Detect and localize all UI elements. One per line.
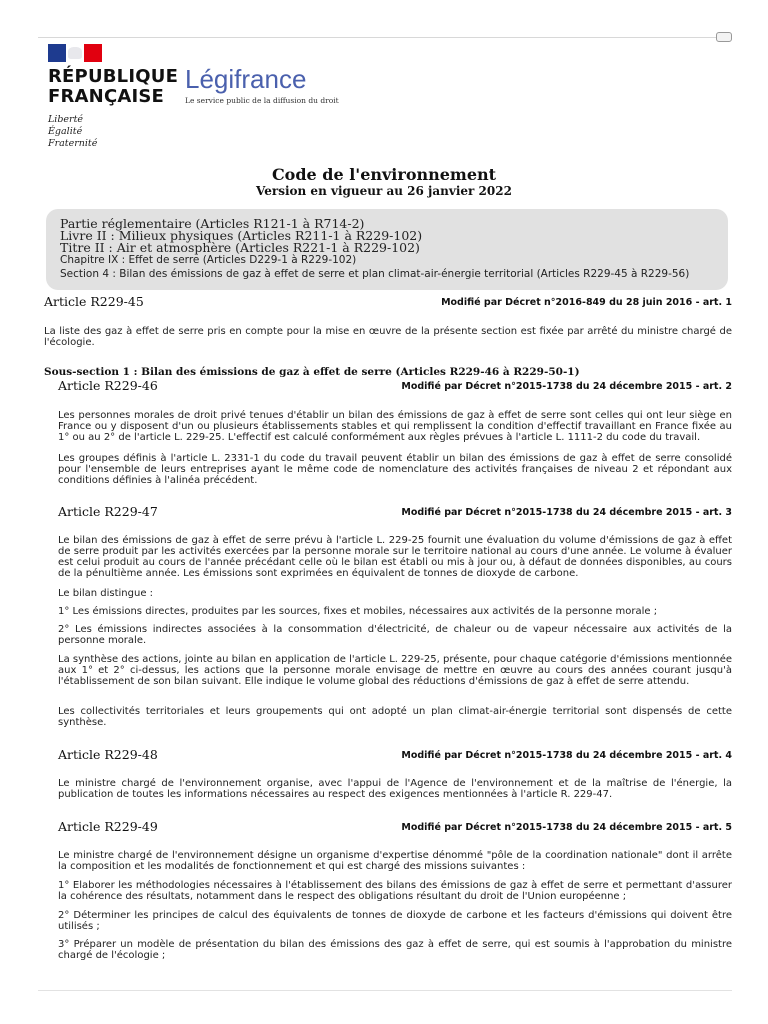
article-title: Article R229-47: [58, 504, 158, 519]
article-modified-link[interactable]: Modifié par Décret n°2015-1738 du 24 décembre 2015 - art. 5: [401, 822, 732, 833]
article-title: Article R229-49: [58, 819, 158, 834]
article-paragraph: La synthèse des actions, jointe au bilan en application de l'article L. 229-25, présente, pour chaque catégorie d'émissions mentionnée aux 1° et 2° ci-dessus, les actions que la personne morale envisage de mettre en œuvre au cours des années courant jusqu'à l'établissement de son bilan suivant. Elle indique le volume global des réductions d'émissions de gaz à effet de serre attendu.: [58, 654, 732, 687]
article-modified-link[interactable]: Modifié par Décret n°2015-1738 du 24 décembre 2015 - art. 3: [401, 507, 732, 518]
article-paragraph: Le bilan des émissions de gaz à effet de serre prévu à l'article L. 229-25 fournit une évaluation du volume d'émissions de gaz à effet de serre produit par les activités exercées par la personne morale sur le territoire national au cours d'une année. Le volume à évaluer est celui produit au cours de l'année précédant celle où le bilan est établi ou mis à jour ou, à défaut de données disponibles, au cours de la pénultième année. Les émissions sont exprimées en équivalent de tonnes de dioxyde de carbone.: [58, 535, 732, 579]
subsection-title: Sous-section 1 : Bilan des émissions de gaz à effet de serre (Articles R229-46 à R229-50-1): [44, 366, 580, 378]
article-paragraph: Le bilan distingue :: [58, 588, 154, 599]
breadcrumb: [46, 209, 728, 290]
article-paragraph: 3° Préparer un modèle de présentation du bilan des émissions des gaz à effet de serre, qui est soumis à l'approbation du ministre chargé de l'écologie ;: [58, 939, 732, 961]
republique-label: RÉPUBLIQUE FRANÇAISE: [48, 66, 179, 107]
article-paragraph: Le ministre chargé de l'environnement organise, avec l'appui de l'Agence de l'environnement et de la maîtrise de l'énergie, la publication de toutes les informations nécessaires au respect des exigences mentionnées à l'article R. 229-47.: [58, 778, 732, 800]
document-version: Version en vigueur au 26 janvier 2022: [256, 184, 512, 198]
breadcrumb-partie[interactable]: Partie réglementaire (Articles R121-1 à R714-2): [60, 216, 365, 231]
breadcrumb-titre[interactable]: Titre II : Air et atmosphère (Articles R221-1 à R229-102): [60, 240, 420, 255]
breadcrumb-chapitre[interactable]: Chapitre IX : Effet de serre (Articles D229-1 à R229-102): [60, 254, 357, 266]
article-modified-link[interactable]: Modifié par Décret n°2015-1738 du 24 décembre 2015 - art. 2: [401, 381, 732, 392]
article-paragraph: 1° Les émissions directes, produites par les sources, fixes et mobiles, nécessaires aux activités de la personne morale ;: [58, 606, 658, 617]
breadcrumb-livre[interactable]: Livre II : Milieux physiques (Articles R211-1 à R229-102): [60, 228, 423, 243]
article-title: Article R229-46: [58, 378, 158, 393]
article-paragraph: Le ministre chargé de l'environnement désigne un organisme d'expertise dénommé "pôle de la coordination nationale" dont il arrête la composition et les modalités de fonctionnement et qui est chargé des missions suivantes :: [58, 850, 732, 872]
article-paragraph: Les groupes définis à l'article L. 2331-1 du code du travail peuvent établir un bilan des émissions de gaz à effet de serre consolidé pour l'ensemble de leurs entreprises ayant le même code de nomenclature des activités françaises de niveau 2 et répondant aux conditions définies à l'alinéa précédent.: [58, 453, 732, 486]
article-paragraph: Les collectivités territoriales et leurs groupements qui ont adopté un plan climat-air-énergie territorial sont dispensés de cette synthèse.: [58, 706, 732, 728]
article-paragraph: 2° Les émissions indirectes associées à la consommation d'électricité, de chaleur ou de vapeur nécessaire aux activités de la personne morale.: [58, 624, 732, 646]
republique-francaise-logo: [48, 44, 178, 150]
article-title: Article R229-48: [58, 747, 158, 762]
top-divider: [38, 37, 732, 38]
bottom-divider: [38, 990, 732, 991]
marianne-flag-icon: [48, 44, 102, 62]
article-title: Article R229-45: [44, 294, 144, 309]
site-tagline: Le service public de la diffusion du droit: [185, 96, 339, 105]
article-paragraph: 2° Déterminer les principes de calcul des équivalents de tonnes de dioxyde de carbone et les facteurs d'émissions qui doivent être utilisés ;: [58, 910, 732, 932]
article-paragraph: Les personnes morales de droit privé tenues d'établir un bilan des émissions de gaz à effet de serre sont celles qui ont leur siège en France ou y disposent d'un ou plusieurs établissements stables et qui remplissent la condition d'effectif travaillant en France fixée au 1° ou au 2° de l'article L. 229-25. L'effectif est calculé conformément aux règles prévues à l'article L. 1111-2 du code du travail.: [58, 410, 732, 443]
devise: Liberté Égalité Fraternité: [48, 114, 98, 149]
article-paragraph: 1° Elaborer les méthodologies nécessaires à l'établissement des bilans des émissions de gaz à effet de serre et permettant d'assurer la cohérence des résultats, notamment dans le respect des obligations résultant du droit de l'Union européenne ;: [58, 880, 732, 902]
legifrance-logo[interactable]: [185, 64, 339, 105]
site-name: Légifrance: [185, 64, 307, 94]
article-paragraph: La liste des gaz à effet de serre pris en compte pour la mise en œuvre de la présente section est fixée par arrêté du ministre chargé de l'écologie.: [44, 326, 732, 348]
document-title: Code de l'environnement: [271, 165, 497, 184]
article-modified-link[interactable]: Modifié par Décret n°2015-1738 du 24 décembre 2015 - art. 4: [401, 750, 732, 761]
scroll-handle[interactable]: [716, 32, 732, 42]
breadcrumb-section[interactable]: Section 4 : Bilan des émissions de gaz à effet de serre et plan climat-air-énergie territorial (Articles R229-45 à R229-56): [60, 268, 690, 280]
article-modified-link[interactable]: Modifié par Décret n°2016-849 du 28 juin 2016 - art. 1: [441, 297, 732, 308]
